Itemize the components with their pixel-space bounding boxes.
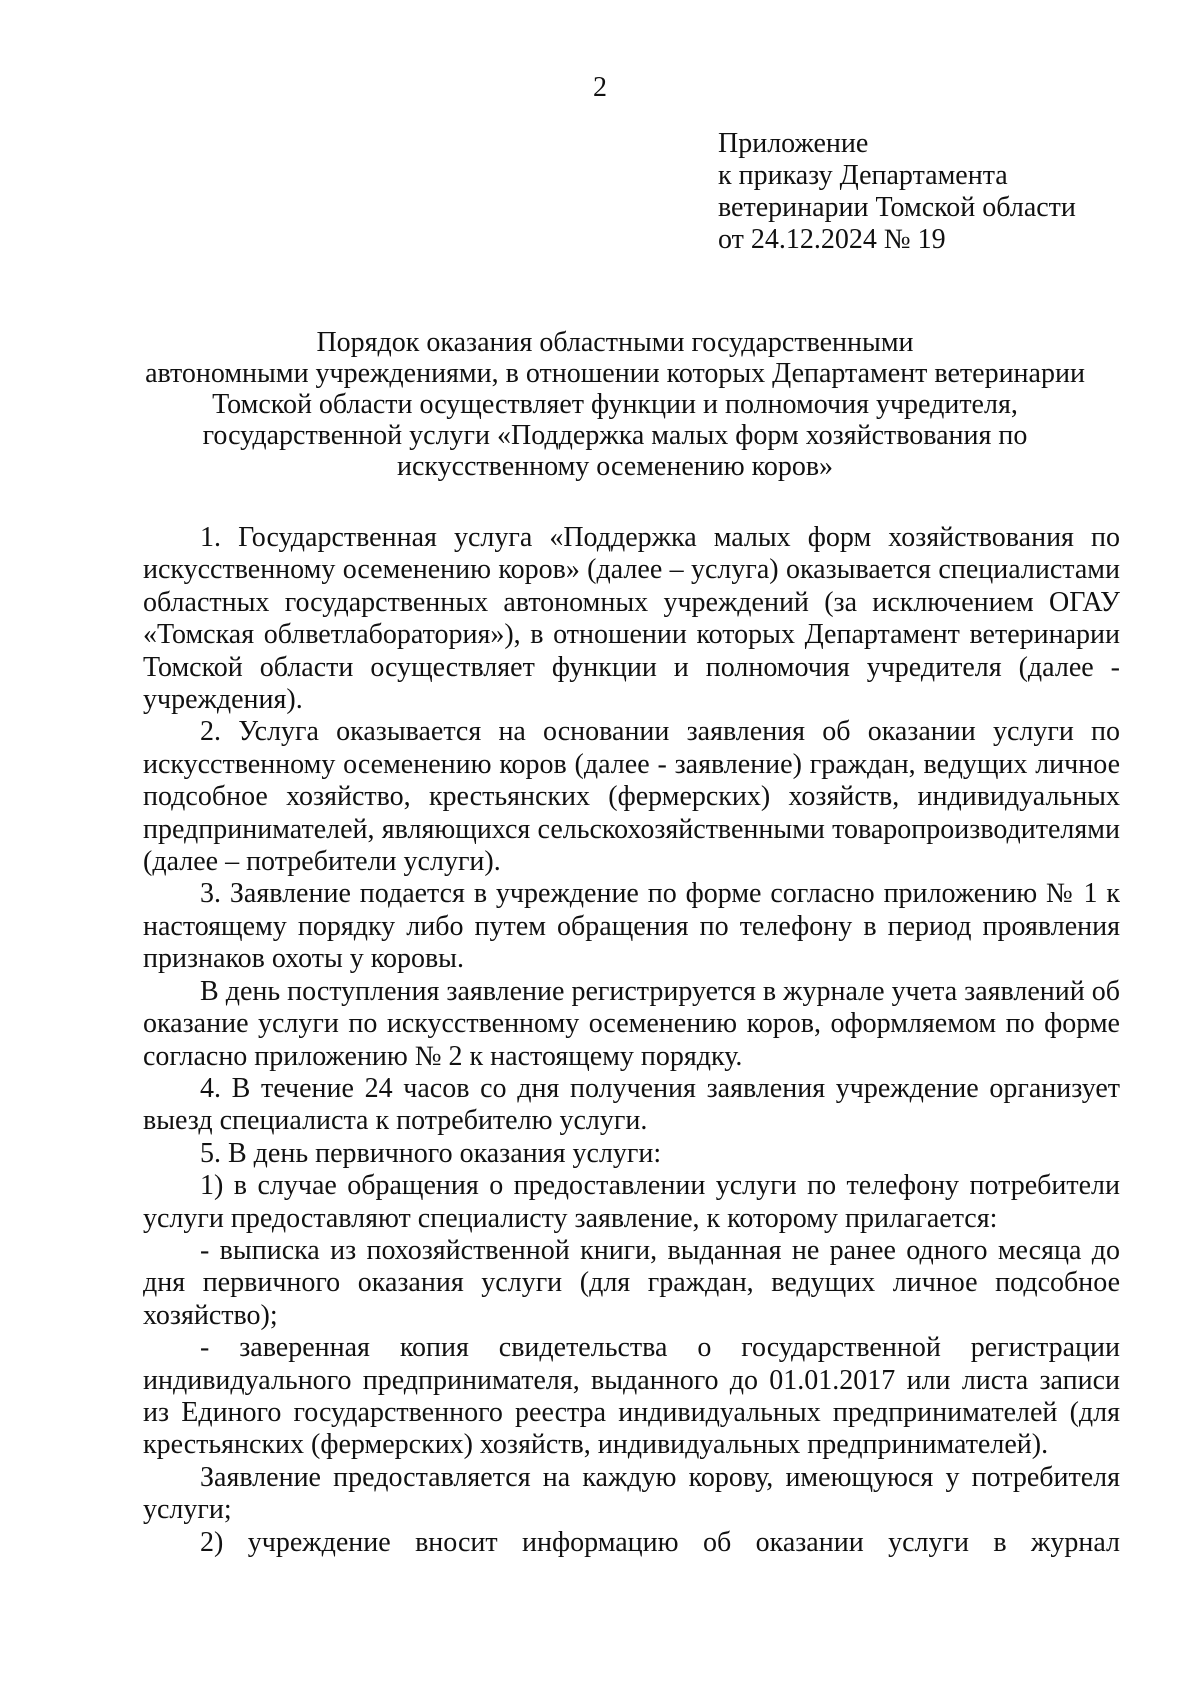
paragraph-2: 2. Услуга оказывается на основании заявления об оказании услуги по искусственному осеменению коров (далее - заявление) граждан, ведущих личное подсобное хозяйство, крестьянских (фермерских) хозяйств, индивидуальных предпринимателей, являющихся сельскохозяйственными товаропроизводителями (далее – потребители услуги). (143, 716, 1120, 878)
paragraph-5-item-1-dash-1: - выписка из похозяйственной книги, выданная не ранее одного месяца до дня первичного оказания услуги (для граждан, ведущих личное подсобное хозяйство); (143, 1234, 1120, 1331)
title-line: автономными учреждениями, в отношении которых Департамент ветеринарии (145, 358, 1085, 389)
title-line: искусственному осеменению коров» (396, 451, 834, 482)
paragraph-3: 3. Заявление подается в учреждение по форме согласно приложению № 1 к настоящему порядку либо путем обращения по телефону в период проявления признаков охоты у коровы. (143, 878, 1120, 975)
paragraph-1: 1. Государственная услуга «Поддержка малых форм хозяйствования по искусственному осеменению коров» (далее – услуга) оказывается специалистами областных государственных автономных учреждений (за исключением ОГАУ «Томская облветлаборатория»), в отношении которых Департамент ветеринарии Томской области осуществляет функции и полномочия учредителя (далее - учреждения). (143, 522, 1120, 716)
paragraph-4: 4. В течение 24 часов со дня получения заявления учреждение организует выезд специалиста к потребителю услуги. (143, 1072, 1120, 1137)
page-number: 2 (593, 72, 607, 103)
paragraph-registration: В день поступления заявление регистрируется в журнале учета заявлений об оказание услуги по искусственному осеменению коров, оформляемом по форме согласно приложению № 2 к настоящему порядку. (143, 975, 1120, 1072)
paragraph-5-item-1: 1) в случае обращения о предоставлении услуги по телефону потребители услуги предоставляют специалисту заявление, к которому прилагается: (143, 1170, 1120, 1234)
document-title (140, 327, 1090, 482)
paragraph-per-cow: Заявление предоставляется на каждую корову, имеющуюся у потребителя услуги; (143, 1461, 1120, 1526)
approval-line: ветеринарии Томской области (718, 192, 1076, 223)
approval-line: к приказу Департамента (718, 160, 1008, 191)
paragraph-5: 5. В день первичного оказания услуги: (200, 1137, 662, 1169)
approval-block (718, 128, 1158, 256)
document-body (143, 522, 1120, 1559)
paragraph-5-item-2: 2) учреждение вносит информацию об оказании услуги в журнал (200, 1526, 1120, 1558)
title-line: Порядок оказания областными государственными (316, 327, 914, 358)
title-line: государственной услуги «Поддержка малых форм хозяйствования по (202, 420, 1028, 451)
title-line: Томской области осуществляет функции и полномочия учредителя, (212, 389, 1018, 420)
paragraph-5-item-1-dash-2: - заверенная копия свидетельства о государственной регистрации индивидуального предпринимателя, выданного до 01.01.2017 или листа записи из Единого государственного реестра индивидуальных предпринимателей (для крестьянских (фермерских) хозяйств, индивидуальных предпринимателей). (143, 1332, 1120, 1461)
approval-line: Приложение (718, 128, 869, 159)
approval-date-line: от 24.12.2024 № 19 (718, 224, 946, 255)
